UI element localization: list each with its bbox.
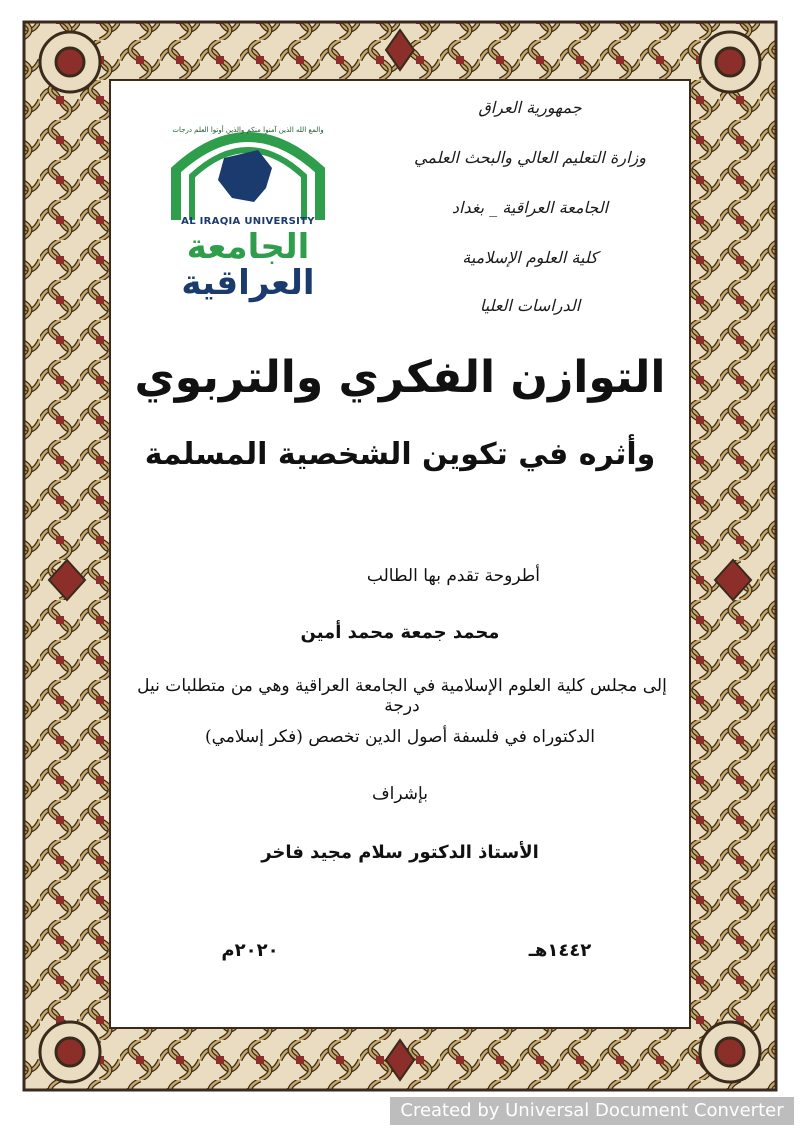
thesis-description-line2: الدكتوراه في فلسفة أصول الدين تخصص (فكر إسلامي)	[204, 727, 596, 747]
thesis-description-line1: إلى مجلس كلية العلوم الإسلامية في الجامعة العراقية وهي من متطلبات نيل درجة	[137, 676, 667, 716]
ministry-line: وزارة التعليم العالي والبحث العلمي	[414, 148, 646, 167]
logo-verse: والمع الله الذين آمنوا منكم والذين أوتوا العلم درجات	[172, 126, 324, 134]
studies-line: الدراسات العليا	[479, 296, 581, 315]
converter-watermark: Created by Universal Document Converter	[390, 1097, 794, 1125]
university-logo	[162, 110, 334, 310]
logo-arabic-line2: العراقية	[181, 263, 315, 303]
student-name: محمد جمعة محمد أمين	[300, 622, 500, 643]
logo-arabic-line1: الجامعة	[186, 227, 310, 267]
supervision-label: بإشراف	[372, 784, 428, 804]
supervisor-name: الأستاذ الدكتور سلام مجيد فاخر	[261, 842, 539, 863]
thesis-title: التوازن الفكري والتربوي	[134, 352, 666, 403]
submitted-by: أطروحة تقدم بها الطالب	[366, 566, 540, 586]
university-line: الجامعة العراقية _ بغداد	[451, 198, 609, 217]
college-line: كلية العلوم الإسلامية	[462, 248, 598, 267]
republic-line: جمهورية العراق	[478, 98, 582, 117]
logo-english-name: AL IRAQIA UNIVERSITY	[181, 216, 315, 227]
thesis-subtitle: وأثره في تكوين الشخصية المسلمة	[144, 437, 656, 472]
hijri-date: ١٤٤٢هـ	[528, 940, 592, 961]
gregorian-date: ٢٠٢٠م	[221, 940, 279, 961]
